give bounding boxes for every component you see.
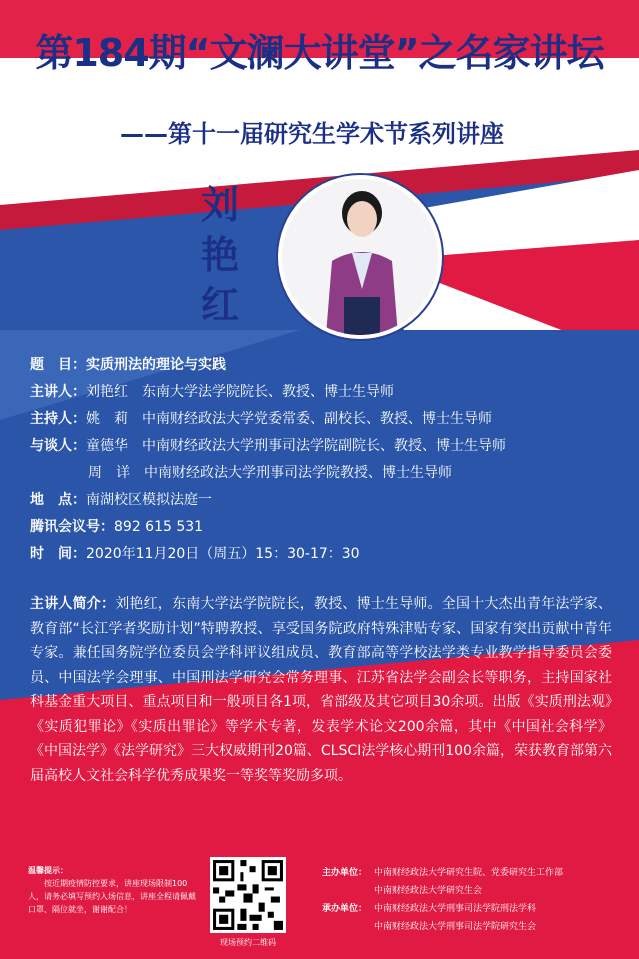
time-label: 时 间： xyxy=(30,546,86,562)
notice-title: 温馨提示： xyxy=(28,866,68,875)
undertaker-1: 中南财经政法大学刑事司法学院刑法学科 xyxy=(374,904,537,914)
speaker-name-char: 红 xyxy=(200,282,239,327)
organizer-row xyxy=(322,864,563,882)
host-value: 姚 莉 中南财经政法大学党委常委、副校长、教授、博士生导师 xyxy=(86,411,492,427)
host-row xyxy=(30,406,506,433)
organizer-2: 中南财经政法大学研究生会 xyxy=(374,886,483,896)
place-label: 地 点： xyxy=(30,492,86,508)
organizers xyxy=(322,864,563,936)
notice xyxy=(28,864,198,916)
speaker-name-char: 刘 xyxy=(200,182,239,227)
speaker-value: 刘艳红 东南大学法学院院长、教授、博士生导师 xyxy=(86,384,394,400)
discussant-row xyxy=(30,433,506,460)
qr-code-icon xyxy=(210,857,286,933)
undertaker-label: 承办单位： xyxy=(322,904,368,914)
discussant-value-2: 周 详 中南财经政法大学刑事司法学院教授、博士生导师 xyxy=(88,465,452,481)
host-label: 主持人： xyxy=(30,411,86,427)
event-title: 第184期“文澜大讲堂”之名家讲坛 xyxy=(35,31,604,75)
meeting-row xyxy=(30,514,506,541)
organizer-label: 主办单位： xyxy=(322,868,368,878)
meeting-value: 892 615 531 xyxy=(114,519,204,535)
meeting-label: 腾讯会议号： xyxy=(30,519,114,535)
undertaker-2: 中南财经政法大学刑事司法学院研究生会 xyxy=(374,922,537,932)
speaker-row xyxy=(30,379,506,406)
topic-row xyxy=(30,352,506,379)
place-value: 南湖校区模拟法庭一 xyxy=(86,492,212,508)
speaker-name-char: 艳 xyxy=(200,232,239,277)
undertaker-row xyxy=(322,900,563,918)
discussant-label: 与谈人： xyxy=(30,438,86,454)
intro-label: 主讲人简介： xyxy=(30,596,116,612)
topic-value: 实质刑法的理论与实践 xyxy=(86,357,226,373)
qr-caption: 现场预约二维码 xyxy=(220,938,276,947)
speaker-name-vertical xyxy=(198,180,242,330)
organizer-1: 中南财经政法大学研究生院、党委研究生工作部 xyxy=(374,868,564,878)
topic-label: 题 目： xyxy=(30,357,86,373)
time-row xyxy=(30,541,506,568)
speaker-label: 主讲人： xyxy=(30,384,86,400)
speaker-portrait xyxy=(278,175,442,339)
place-row xyxy=(30,487,506,514)
discussant-row-2 xyxy=(30,460,506,487)
intro-text: 刘艳红，东南大学法学院院长，教授、博士生导师。全国十大杰出青年法学家、教育部“长江学者奖励计划”特聘教授、享受国务院政府特殊津贴专家、国家有突出贡献中青年专家。兼任国务院学位委员会学科评议组成员、教育部高等学校法学类专业教学指导委员会委员、中国法学会理事、中国刑法学研究会常务理事、江苏省法学会副会长等职务，主持国家社科基金重大项目、重点项目和一般项目各1项，省部级及其它项目30余项。出版《实质刑法观》《实质犯罪论》《实质出罪论》等学术专著，发表学术论文200余篇，其中《中国社会科学》《中国法学》《法学研究》三大权威期刊20篇、CLSCI法学核心期刊100余篇，荣获教育部第六届高校人文社会科学优秀成果奖一等奖等奖励多项。 xyxy=(30,596,613,784)
lecture-details xyxy=(30,352,506,568)
time-value: 2020年11月20日（周五）15：30-17：30 xyxy=(86,546,360,562)
discussant-value-1: 童德华 中南财经政法大学刑事司法学院副院长、教授、博士生导师 xyxy=(86,438,506,454)
event-subtitle: ——第十一届研究生学术节系列讲座 xyxy=(120,120,504,148)
speaker-photo xyxy=(282,179,438,335)
notice-text: 按近期疫情防控要求，讲座现场限制100人，请务必填写预约入场信息，讲座全程请佩戴口罩、隔位就坐，谢谢配合！ xyxy=(28,879,196,914)
qr-code[interactable] xyxy=(210,857,286,933)
speaker-intro xyxy=(30,592,612,788)
